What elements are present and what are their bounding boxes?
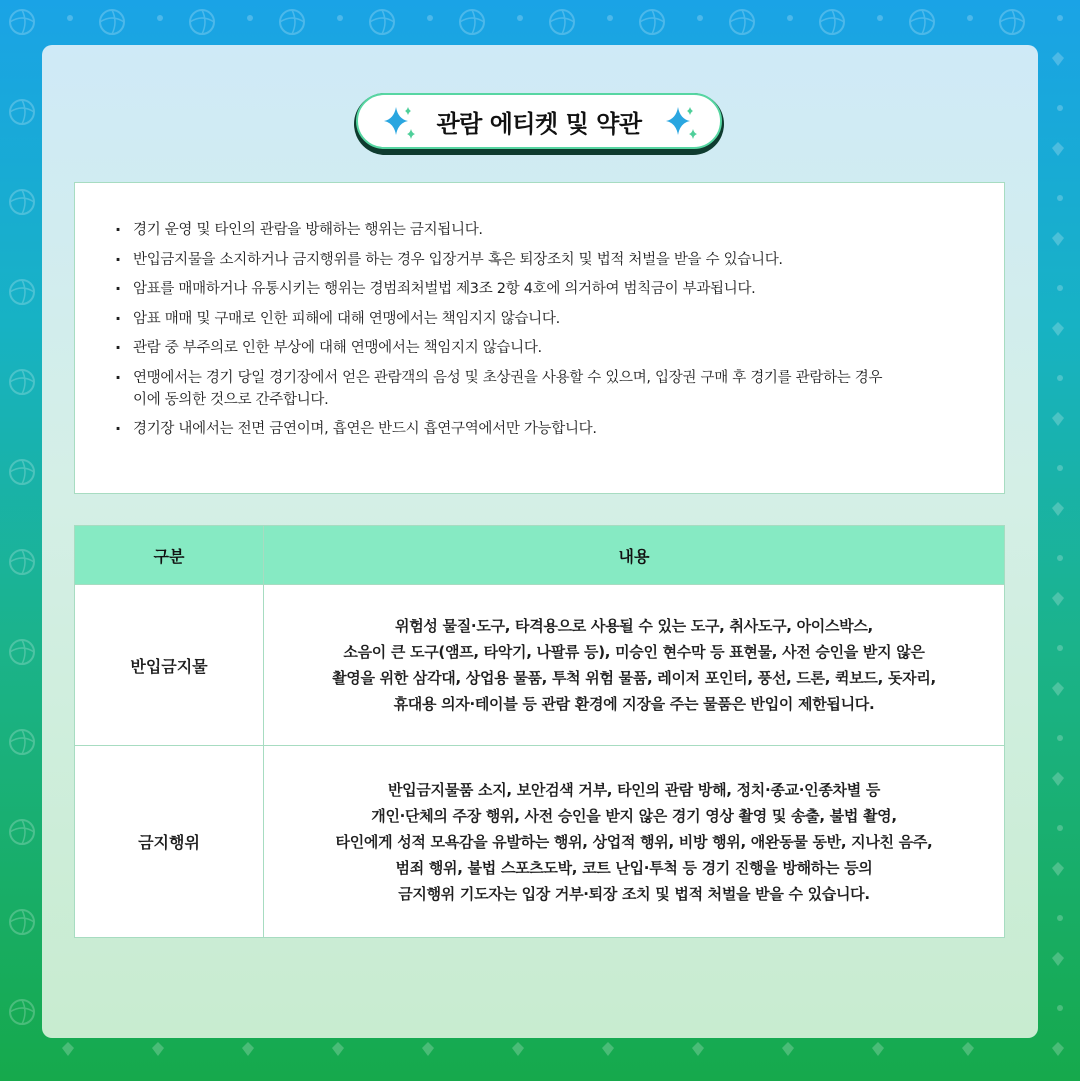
content-card (42, 45, 1038, 1038)
category-cell: 반입금지물 (75, 585, 264, 746)
page-title: 관람 에티켓 및 약관 (436, 109, 642, 138)
category-cell: 금지행위 (75, 746, 264, 938)
sparkle-icon (378, 103, 418, 143)
rules-box (74, 182, 1005, 494)
rule-item: · 연맹에서는 경기 당일 경기장에서 얻은 관람객의 음성 및 초상권을 사용할 수 있으며, 입장권 구매 후 경기를 관람하는 경우 이에 동의한 것으로 간주합니다. (115, 367, 1004, 411)
rules-table (74, 525, 1005, 938)
table-header-category: 구분 (75, 526, 264, 585)
sparkle-icon (660, 103, 700, 143)
rule-item: · 반입금지물을 소지하거나 금지행위를 하는 경우 입장거부 혹은 퇴장조치 및 법적 처벌을 받을 수 있습니다. (115, 249, 1004, 271)
rules-list (75, 183, 1004, 440)
table-row (75, 585, 1005, 746)
rule-item: · 경기장 내에서는 전면 금연이며, 흡연은 반드시 흡연구역에서만 가능합니다. (115, 418, 1004, 440)
title-pill (354, 93, 724, 155)
rule-item: · 암표를 매매하거나 유통시키는 행위는 경범죄처벌법 제3조 2항 4호에 의거하여 범칙금이 부과됩니다. (115, 278, 1004, 300)
table-header-content: 내용 (264, 526, 1005, 585)
content-cell: 반입금지물품 소지, 보안검색 거부, 타인의 관람 방해, 정치·종교·인종차별 등 개인·단체의 주장 행위, 사전 승인을 받지 않은 경기 영상 촬영 및 송출, 불법 촬영, 타인에게 성적 모욕감을 유발하는 행위, 상업적 행위, 비방 행위, 애완동물 동반, 지나친 음주, 범죄 행위, 불법 스포츠도박, 코트 난입·투척 등 경기 진행을 방해하는 등의 금지행위 기도자는 입장 거부·퇴장 조치 및 법적 처벌을 받을 수 있습니다. (264, 746, 1005, 938)
table-row (75, 746, 1005, 938)
content-cell: 위험성 물질·도구, 타격용으로 사용될 수 있는 도구, 취사도구, 아이스박스, 소음이 큰 도구(앰프, 타악기, 나팔류 등), 미승인 현수막 등 표현물, 사전 승인을 받지 않은 촬영을 위한 삼각대, 상업용 물품, 투척 위험 물품, 레이저 포인터, 풍선, 드론, 퀵보드, 돗자리, 휴대용 의자·테이블 등 관람 환경에 지장을 주는 물품은 반입이 제한됩니다. (264, 585, 1005, 746)
rule-item: · 경기 운영 및 타인의 관람을 방해하는 행위는 금지됩니다. (115, 219, 1004, 241)
rule-item: · 관람 중 부주의로 인한 부상에 대해 연맹에서는 책임지지 않습니다. (115, 337, 1004, 359)
title-pill-inner (356, 93, 722, 149)
rule-item: · 암표 매매 및 구매로 인한 피해에 대해 연맹에서는 책임지지 않습니다. (115, 308, 1004, 330)
